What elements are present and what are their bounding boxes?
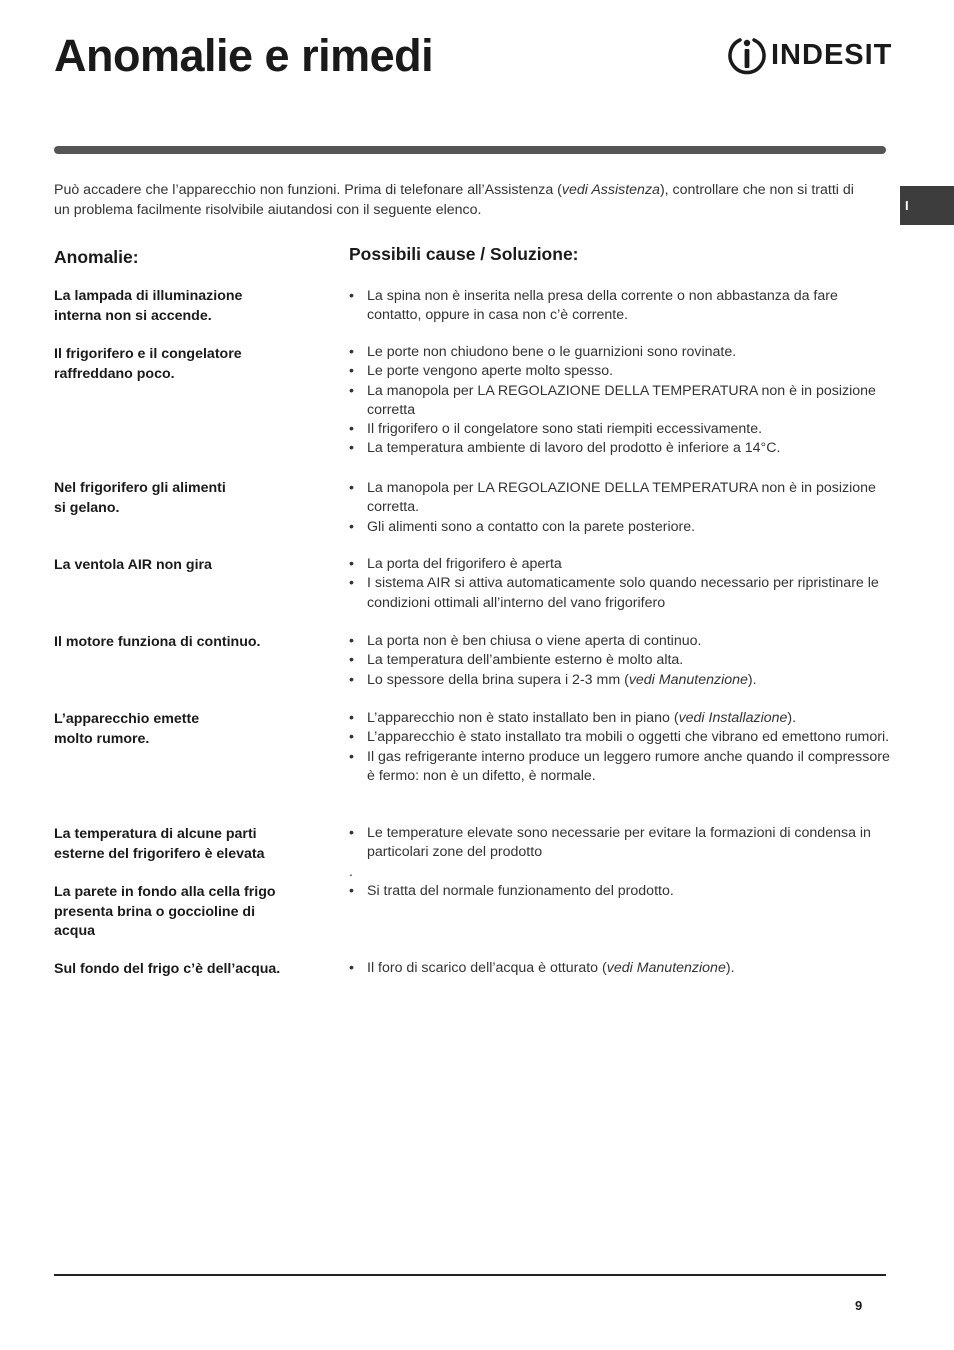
cause-item [349, 824, 894, 863]
cause-item [349, 287, 894, 326]
cause-list [349, 555, 894, 613]
cause-list [349, 824, 894, 882]
anomaly-label: Il motore funziona di continuo. [54, 634, 261, 650]
cause-text: La porta non è ben chiusa o viene aperta di continuo. [367, 633, 702, 649]
cause-reference: vedi Manutenzione [628, 671, 748, 688]
cause-text: L’apparecchio non è stato installato ben in piano ( [367, 710, 679, 726]
cause-item [349, 671, 894, 690]
anomaly-label: La parete in fondo alla cella frigo presenta brina o goccioline di acqua [54, 884, 276, 939]
cause-item [349, 420, 894, 439]
cause-item [349, 574, 894, 613]
cause-text: Gli alimenti sono a contatto con la parete posteriore. [367, 518, 696, 535]
cause-text: Il gas refrigerante interno produce un leggero rumore anche quando il compressore è fermo: non è un difetto, è normale. [367, 748, 890, 784]
cause-text: . [349, 863, 353, 880]
cause-text: La manopola per LA REGOLAZIONE DELLA TEMPERATURA non è in posizione corretta [367, 382, 876, 418]
intro-reference: vedi Assistenza [561, 182, 660, 198]
cause-text: Le porte vengono aperte molto spesso. [367, 363, 614, 380]
cause-text: Il frigorifero o il congelatore sono stati riempiti eccessivamente. [367, 421, 763, 438]
cause-item [349, 728, 894, 747]
header-divider [54, 146, 886, 154]
cause-list [349, 343, 894, 459]
anomaly-label: L’apparecchio emette molto rumore. [54, 711, 200, 747]
anomaly-label: Il frigorifero e il congelatore raffreddano poco. [54, 346, 242, 382]
cause-item [349, 362, 894, 381]
cause-item [349, 959, 894, 978]
cause-list [349, 287, 894, 326]
cause-list [349, 959, 894, 978]
anomaly-label: La ventola AIR non gira [54, 557, 212, 573]
intro-paragraph [54, 181, 854, 220]
page-number: 9 [855, 1298, 863, 1313]
cause-item [349, 632, 894, 651]
cause-text: La temperatura ambiente di lavoro del prodotto è inferiore a 14°C. [367, 440, 781, 457]
cause-text: Si tratta del normale funzionamento del prodotto. [367, 883, 674, 899]
anomaly-label: Sul fondo del frigo c’è dell’acqua. [54, 961, 281, 977]
cause-item [349, 555, 894, 574]
cause-text: Il foro di scarico dell’acqua è otturato ( [367, 960, 607, 976]
cause-reference: vedi Installazione [678, 710, 788, 726]
cause-item [349, 382, 894, 421]
cause-list [349, 632, 894, 690]
cause-item [349, 651, 894, 670]
cause-text: I sistema AIR si attiva automaticamente solo quando necessario per ripristinare le condizioni ottimali all’interno del vano frigorifero [367, 575, 879, 611]
cause-text: La manopola per LA REGOLAZIONE DELLA TEMPERATURA non è in posizione corretta. [367, 480, 876, 516]
anomaly-label: Nel frigorifero gli alimenti si gelano. [54, 480, 226, 516]
cause-text-after: ). [725, 960, 735, 976]
causes-heading: Possibili cause / Soluzione: [349, 244, 579, 264]
cause-item [349, 863, 894, 882]
cause-item [349, 518, 894, 537]
cause-text: Le temperature elevate sono necessarie per evitare la formazioni di condensa in particolari zone del prodotto [367, 825, 871, 861]
page-title: Anomalie e rimedi [54, 30, 434, 81]
cause-item [349, 343, 894, 362]
cause-text: Le porte non chiudono bene o le guarnizioni sono rovinate. [367, 344, 737, 360]
cause-item [349, 748, 894, 787]
cause-list [349, 882, 894, 901]
language-tab[interactable]: I [900, 186, 954, 225]
cause-text: La spina non è inserita nella presa della corrente o non abbastanza da fare contatto, oppure in casa non c’è corrente. [367, 288, 838, 324]
anomaly-label: La temperatura di alcune parti esterne del frigorifero è elevata [54, 826, 265, 862]
cause-list [349, 479, 894, 537]
brand-logo [726, 33, 892, 77]
cause-text: Lo spessore della brina supera i 2-3 mm ( [367, 671, 629, 688]
cause-reference: vedi Manutenzione [606, 960, 726, 976]
intro-text-before: Può accadere che l’apparecchio non funzioni. Prima di telefonare all’Assistenza ( [54, 182, 562, 198]
cause-item [349, 709, 894, 728]
footer-divider [54, 1274, 886, 1276]
cause-item [349, 882, 894, 901]
cause-text: L’apparecchio è stato installato tra mobili o oggetti che vibrano ed emettono rumori. [367, 729, 890, 746]
cause-item [349, 479, 894, 518]
cause-text: La porta del frigorifero è aperta [367, 556, 562, 572]
cause-item [349, 439, 894, 458]
cause-text-after: ). [787, 710, 797, 726]
cause-text: La temperatura dell’ambiente esterno è molto alta. [367, 652, 684, 669]
anomaly-label: La lampada di illuminazione interna non si accende. [54, 288, 243, 324]
brand-wordmark: INDESIT [771, 38, 893, 71]
cause-text-after: ). [747, 671, 757, 688]
intro-text-after: ), controllare che non si tratti di un problema facilmente risolvibile aiutandosi con il seguente elenco. [54, 182, 854, 218]
indesit-logo-icon [726, 34, 768, 76]
cause-list [349, 709, 894, 786]
anomalies-heading: Anomalie: [54, 247, 139, 267]
